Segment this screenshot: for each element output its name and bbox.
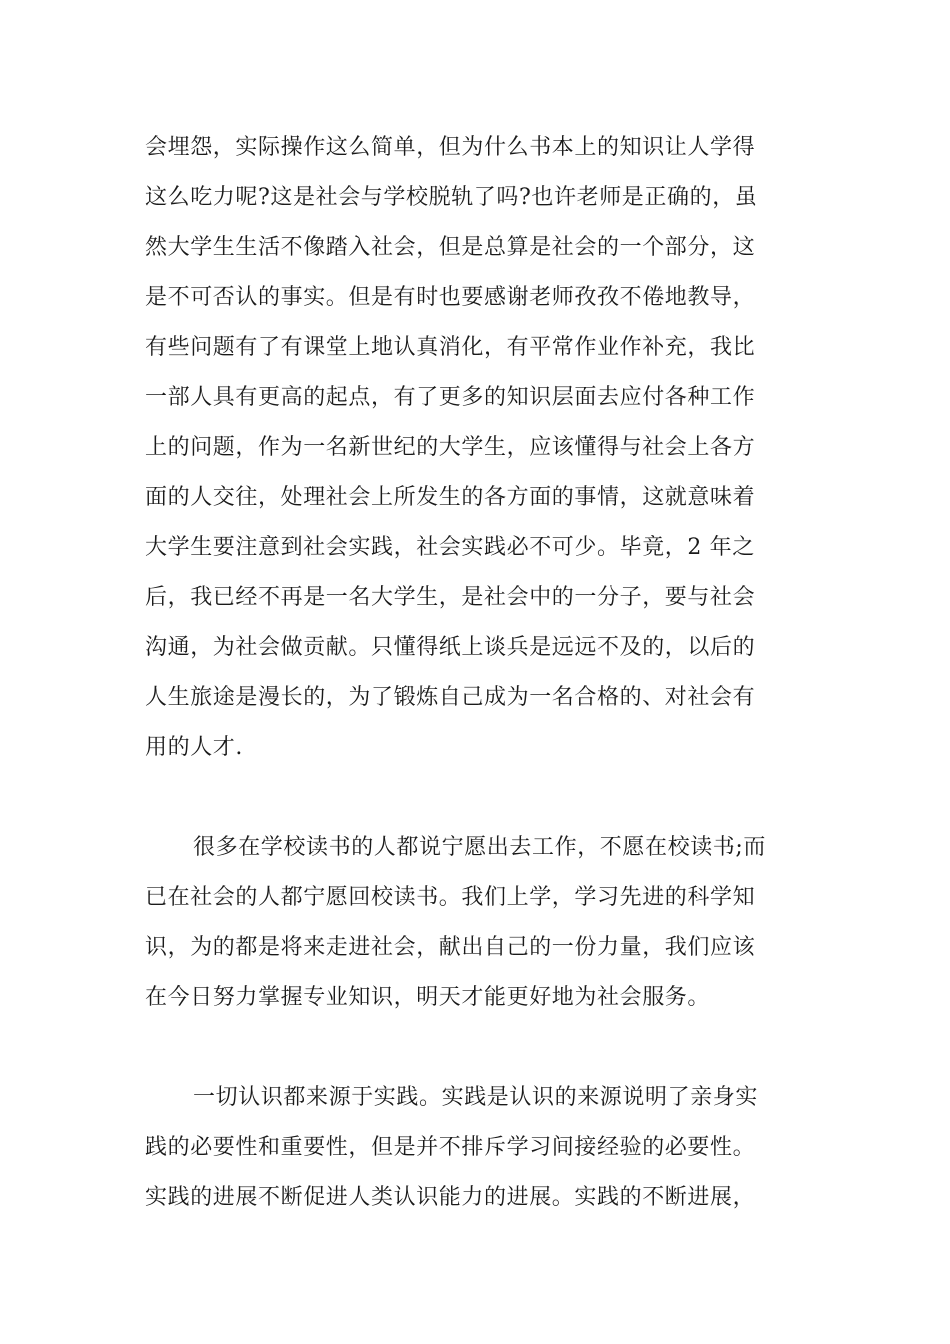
text-line: 一部人具有更高的起点，有了更多的知识层面去应付各种工作 xyxy=(145,385,756,410)
paragraph-gap xyxy=(145,773,809,823)
paragraph-1 xyxy=(145,123,809,773)
text-line: 这么吃力呢?这是社会与学校脱轨了吗?也许老师是正确的，虽 xyxy=(145,185,758,210)
text-line: 沟通，为社会做贡献。只懂得纸上谈兵是远远不及的，以后的 xyxy=(145,635,756,660)
text-line: 已在社会的人都宁愿回校读书。我们上学，学习先进的科学知 xyxy=(145,885,756,910)
text-line: 在今日努力掌握专业知识，明天才能更好地为社会服务。 xyxy=(145,985,711,1010)
paragraph-gap xyxy=(145,1023,809,1073)
document-body xyxy=(145,123,809,1223)
text-line: 面的人交往，处理社会上所发生的各方面的事情，这就意味着 xyxy=(145,485,756,510)
text-line: 识，为的都是将来走进社会，献出自己的一份力量，我们应该 xyxy=(145,935,756,960)
paragraph-2 xyxy=(145,823,809,1023)
text-line: 人生旅途是漫长的，为了锻炼自己成为一名合格的、对社会有 xyxy=(145,685,756,710)
text-line: 用的人才. xyxy=(145,735,243,760)
text-line: 实践的进展不断促进人类认识能力的进展。实践的不断进展， xyxy=(145,1185,756,1210)
text-line: 后，我已经不再是一名大学生，是社会中的一分子，要与社会 xyxy=(145,585,756,610)
text-line: 践的必要性和重要性，但是并不排斥学习间接经验的必要性。 xyxy=(145,1135,756,1160)
text-line: 是不可否认的事实。但是有时也要感谢老师孜孜不倦地教导， xyxy=(145,285,756,310)
text-line-first: 一切认识都来源于实践。实践是认识的来源说明了亲身实 xyxy=(193,1085,759,1110)
text-line: 然大学生生活不像踏入社会，但是总算是社会的一个部分，这 xyxy=(145,235,756,260)
text-line: 会埋怨，实际操作这么简单，但为什么书本上的知识让人学得 xyxy=(145,135,756,160)
text-line-first: 很多在学校读书的人都说宁愿出去工作，不愿在校读书;而 xyxy=(193,835,767,860)
text-line: 有些问题有了有课堂上地认真消化，有平常作业作补充，我比 xyxy=(145,335,756,360)
text-line: 上的问题，作为一名新世纪的大学生，应该懂得与社会上各方 xyxy=(145,435,756,460)
paragraph-3 xyxy=(145,1073,809,1223)
text-line: 大学生要注意到社会实践，社会实践必不可少。毕竟，2 年之 xyxy=(145,535,755,560)
